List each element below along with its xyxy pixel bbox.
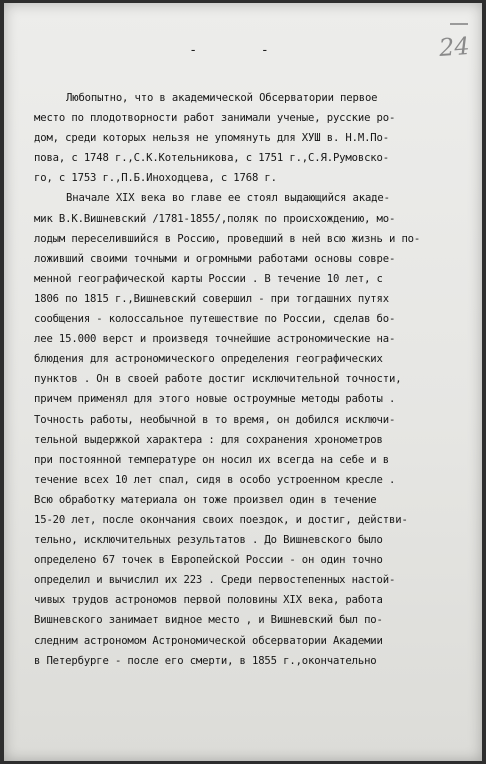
text-line: место по плодотворности работ занимали ученые, русские ро-: [34, 112, 396, 125]
text-line: 1806 по 1815 г.,Вишневский совершил - при тогдашних путях: [34, 292, 389, 305]
text-line: определил и вычислил их 223 . Среди первостепенных настой-: [34, 574, 396, 587]
text-line: мик В.К.Вишневский /1781-1855/,поляк по происхождению, мо-: [34, 212, 396, 225]
text-line: 15-20 лет, после окончания своих поездок, и достиг, действи-: [34, 513, 408, 526]
text-line: тельно, исключительных результатов . До Вишневского было: [34, 534, 383, 547]
text-line: тельной выдержкой характера : для сохранения хронометров: [34, 433, 383, 446]
text-line: Вишневского занимает видное место , и Вишневский был по-: [34, 614, 383, 627]
paragraph-2: [34, 188, 469, 670]
text-line: блюдения для астрономического определения географических: [34, 353, 383, 366]
paragraph-1: [34, 88, 469, 188]
page-separator-dash: - -: [189, 43, 297, 58]
text-line: в Петербурге - после его смерти, в 1855 г.,окончательно: [34, 654, 377, 667]
text-line: следним астрономом Астрономической обсерватории Академии: [34, 634, 383, 647]
text-line: пунктов . Он в своей работе достиг исключительной точности,: [34, 373, 402, 386]
text-line: дом, среди которых нельзя не упомянуть для ХУШ в. Н.М.По-: [34, 132, 389, 145]
text-line: Точность работы, необычной в то время, он добился исключи-: [34, 413, 396, 426]
text-line: чивых трудов астрономов первой половины XIX века, работа: [34, 594, 383, 607]
text-line: Всю обработку материала он тоже произвел один в течение: [34, 493, 377, 506]
text-line: го, с 1753 г.,П.Б.Иноходцева, с 1768 г.: [34, 172, 277, 185]
text-line: при постоянной температуре он носил их всегда на себе и в: [34, 453, 389, 466]
text-line: течение всех 10 лет спал, сидя в особо устроенном кресле .: [34, 473, 396, 486]
text-line: лодым переселившийся в Россию, проведший в ней всю жизнь и по-: [34, 232, 421, 245]
text-line: Любопытно, что в академической Обсерватории первое: [66, 92, 378, 104]
text-line: Вначале XIX века во главе ее стоял выдающийся акаде-: [66, 192, 390, 205]
text-line: сообщения - колоссальное путешествие по России, сделав бо-: [34, 313, 396, 326]
text-line: определено 67 точек в Европейской России - он один точно: [34, 554, 383, 567]
text-line: лее 15.000 верст и произведя точнейшие астрономические на-: [34, 333, 396, 346]
text-line: пова, с 1748 г.,С.К.Котельникова, с 1751 г.,С.Я.Румовско-: [34, 152, 389, 165]
text-line: менной географической карты России . В течение 10 лет, с: [34, 272, 383, 285]
text-line: причем применял для этого новые остроумные методы работы .: [34, 393, 396, 406]
page-number: 24: [438, 31, 471, 63]
margin-mark: [450, 23, 468, 25]
document-body: [34, 88, 469, 671]
text-line: ложивший своими точными и огромными работами основы совре-: [34, 252, 396, 265]
document-page: [4, 3, 482, 761]
